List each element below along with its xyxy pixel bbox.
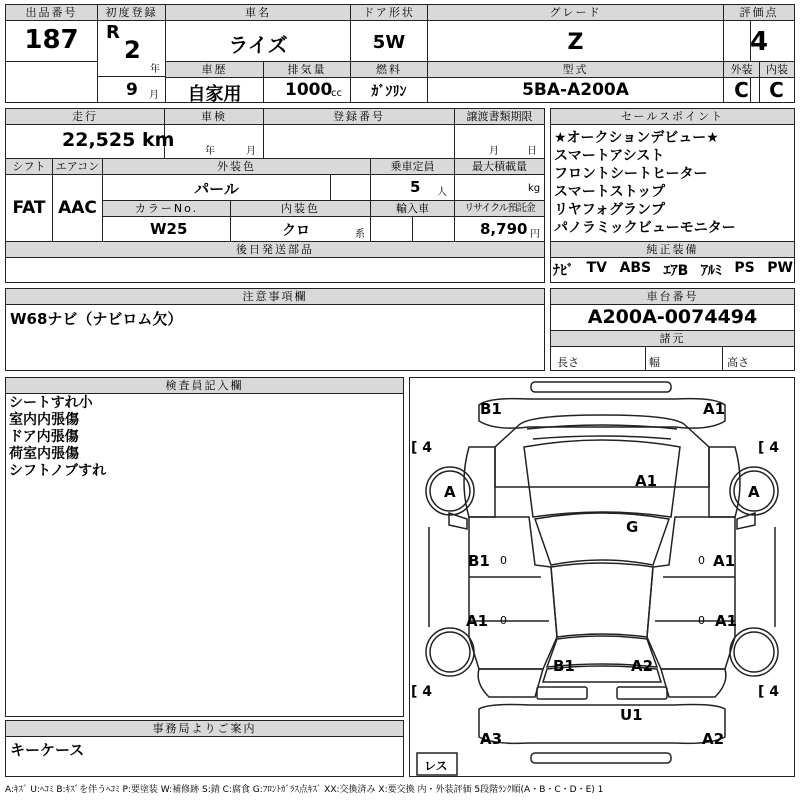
mark-roof-rear-r: A2 bbox=[631, 657, 654, 675]
shift-label: シフト bbox=[6, 159, 52, 175]
notes-text: W68ナビ（ナビロム欠） bbox=[10, 310, 183, 328]
mark-windshield: G bbox=[626, 518, 639, 536]
office-label: 事務局よりご案内 bbox=[6, 721, 403, 737]
list-item: リヤフォグランプ bbox=[554, 202, 666, 218]
recycle-label: リサイクル預託金 bbox=[455, 201, 544, 217]
chassis-label: 車台番号 bbox=[551, 289, 794, 305]
mark-hood: A1 bbox=[635, 472, 658, 490]
exterior-label: 外装 bbox=[724, 62, 759, 78]
shift: FAT bbox=[12, 198, 46, 218]
sales-points-label: セールスポイント bbox=[551, 109, 794, 125]
history-label: 車歴 bbox=[166, 62, 263, 78]
dims-label: 諸元 bbox=[551, 331, 794, 347]
fuel-label: 燃料 bbox=[351, 62, 427, 78]
list-item: フロントシートヒーター bbox=[554, 166, 708, 182]
displacement-unit: cc bbox=[331, 88, 342, 99]
office-text: キーケース bbox=[10, 741, 85, 759]
inspection-label: 車検 bbox=[165, 109, 263, 125]
mark-fender-r: A1 bbox=[713, 552, 736, 570]
capacity: 5 bbox=[410, 178, 421, 196]
month-unit: 月 bbox=[149, 90, 159, 101]
year-unit: 年 bbox=[150, 64, 160, 75]
notes-label: 注意事項欄 bbox=[6, 289, 544, 305]
car-diagram bbox=[409, 377, 795, 777]
transfer-label: 譲渡書類期限 bbox=[455, 109, 544, 125]
equipment-item: ABS bbox=[619, 260, 652, 276]
width-label: 幅 bbox=[649, 356, 660, 369]
list-item: スマートアシスト bbox=[554, 148, 665, 164]
recycle: 8,790 bbox=[480, 220, 528, 238]
mark-rear-center: U1 bbox=[620, 706, 643, 724]
mark-rear-right: A2 bbox=[702, 730, 725, 748]
ac: AAC bbox=[58, 198, 97, 218]
equipment-item: TV bbox=[586, 260, 607, 276]
ac-label: エアコン bbox=[53, 159, 102, 175]
era: R bbox=[106, 22, 120, 43]
transfer-day-unit: 日 bbox=[527, 146, 537, 157]
mark-front-right: A1 bbox=[703, 400, 726, 418]
first-reg-label: 初度登録 bbox=[98, 5, 165, 21]
inspector-list bbox=[9, 395, 106, 480]
tread-fl: [ 4 bbox=[411, 440, 433, 456]
car-name: ライズ bbox=[228, 33, 288, 57]
mark-tire-fr: A bbox=[748, 483, 760, 501]
equipment-item: ﾅﾋﾞ bbox=[553, 263, 574, 279]
exterior-grade: C bbox=[734, 78, 749, 102]
car-name-label: 車名 bbox=[166, 5, 350, 21]
reg-year: 2 bbox=[124, 36, 141, 64]
capacity-unit: 人 bbox=[437, 187, 447, 198]
equipment-item: ｱﾙﾐ bbox=[700, 263, 722, 279]
mark-door-l: A1 bbox=[466, 612, 489, 630]
grade-label: グレード bbox=[428, 5, 723, 21]
legend: A:ｷｽﾞ U:ﾍｺﾐ B:ｷｽﾞを伴うﾍｺﾐ P:要塗装 W:補修跡 S:錆 C:腐食 G:ﾌﾛﾝﾄｶﾞﾗｽ点ｷｽﾞ XX:交換済み X:要交換 内・外装評価 5段階ﾗﾝｸ順(A・B・C・D・E) 1 bbox=[5, 785, 604, 795]
tread-rr: [ 4 bbox=[758, 684, 780, 700]
mark-fender-l: B1 bbox=[468, 552, 490, 570]
interior-color-unit: 系 bbox=[355, 229, 365, 240]
equipment-item: ｴｱB bbox=[663, 263, 689, 279]
equipment-label: 純正装備 bbox=[551, 242, 794, 258]
displacement-label: 排気量 bbox=[264, 62, 350, 78]
color-no-label: カラーNo. bbox=[103, 201, 230, 217]
recycle-unit: 円 bbox=[530, 229, 540, 240]
height-label: 高さ bbox=[727, 356, 749, 369]
capacity-label: 乗車定員 bbox=[371, 159, 454, 175]
color-no: W25 bbox=[150, 220, 188, 238]
chassis-number: A200A-0074494 bbox=[587, 306, 758, 328]
later-parts-label: 後日発送部品 bbox=[6, 242, 544, 258]
mark-small-r2: 0 bbox=[698, 614, 705, 627]
import-label: 輸入車 bbox=[371, 201, 454, 217]
list-item: シフトノブすれ bbox=[9, 463, 107, 479]
list-item: 室内内張傷 bbox=[9, 412, 79, 428]
door-type: 5W bbox=[372, 32, 406, 53]
tread-fr: [ 4 bbox=[758, 440, 780, 456]
displacement: 1000 bbox=[285, 80, 333, 100]
max-load-unit: kg bbox=[528, 183, 541, 194]
sales-points-list bbox=[554, 129, 736, 237]
score: 4 bbox=[749, 27, 769, 57]
mileage-label: 走行 bbox=[6, 109, 164, 125]
mark-small-l: 0 bbox=[500, 554, 507, 567]
insp-month-unit: 月 bbox=[246, 146, 256, 157]
list-item: スマートストップ bbox=[554, 184, 666, 200]
color-label: 外装色 bbox=[103, 159, 370, 175]
list-item: パノラミックビューモニター bbox=[554, 220, 736, 236]
length-label: 長さ bbox=[557, 356, 579, 369]
equipment-item: PW bbox=[767, 260, 793, 276]
mark-door-r: A1 bbox=[715, 612, 738, 630]
max-load-label: 最大積載量 bbox=[455, 159, 544, 175]
equipment-list bbox=[553, 260, 793, 280]
list-item: シートすれ小 bbox=[9, 395, 93, 411]
inspector-label: 検査員記入欄 bbox=[6, 378, 403, 394]
mileage: 22,525 km bbox=[62, 129, 175, 151]
interior-grade: C bbox=[769, 78, 784, 102]
mark-front-left: B1 bbox=[480, 400, 502, 418]
lot-no-label: 出品番号 bbox=[6, 5, 97, 21]
reg-no-label: 登録番号 bbox=[264, 109, 454, 125]
lot-number: 187 bbox=[24, 25, 79, 55]
color: パール bbox=[194, 180, 239, 198]
score-label: 評価点 bbox=[724, 5, 794, 21]
spare-note: レス bbox=[424, 759, 448, 773]
reg-month: 9 bbox=[126, 80, 138, 100]
door-label: ドア形状 bbox=[351, 5, 427, 21]
list-item: 荷室内張傷 bbox=[9, 446, 79, 462]
equipment-item: PS bbox=[734, 260, 755, 276]
fuel: ｶﾞｿﾘﾝ bbox=[371, 84, 407, 100]
interior-color-label: 内装色 bbox=[231, 201, 370, 217]
list-item: ドア内張傷 bbox=[9, 429, 79, 445]
insp-year-unit: 年 bbox=[205, 146, 215, 157]
history: 自家用 bbox=[187, 84, 242, 105]
mark-rear-left: A3 bbox=[480, 730, 503, 748]
tread-rl: [ 4 bbox=[411, 684, 433, 700]
model: 5BA-A200A bbox=[522, 80, 629, 100]
mark-small-l2: 0 bbox=[500, 614, 507, 627]
interior-color: クロ bbox=[282, 223, 310, 239]
model-label: 型式 bbox=[428, 62, 723, 78]
list-item: ★オークションデビュー★ bbox=[554, 130, 719, 146]
mark-tire-fl: A bbox=[444, 483, 456, 501]
transfer-month-unit: 月 bbox=[489, 146, 499, 157]
interior-label: 内装 bbox=[759, 62, 794, 78]
mark-small-r: 0 bbox=[698, 554, 705, 567]
grade: Z bbox=[567, 30, 584, 55]
mark-roof-rear-l: B1 bbox=[553, 657, 575, 675]
